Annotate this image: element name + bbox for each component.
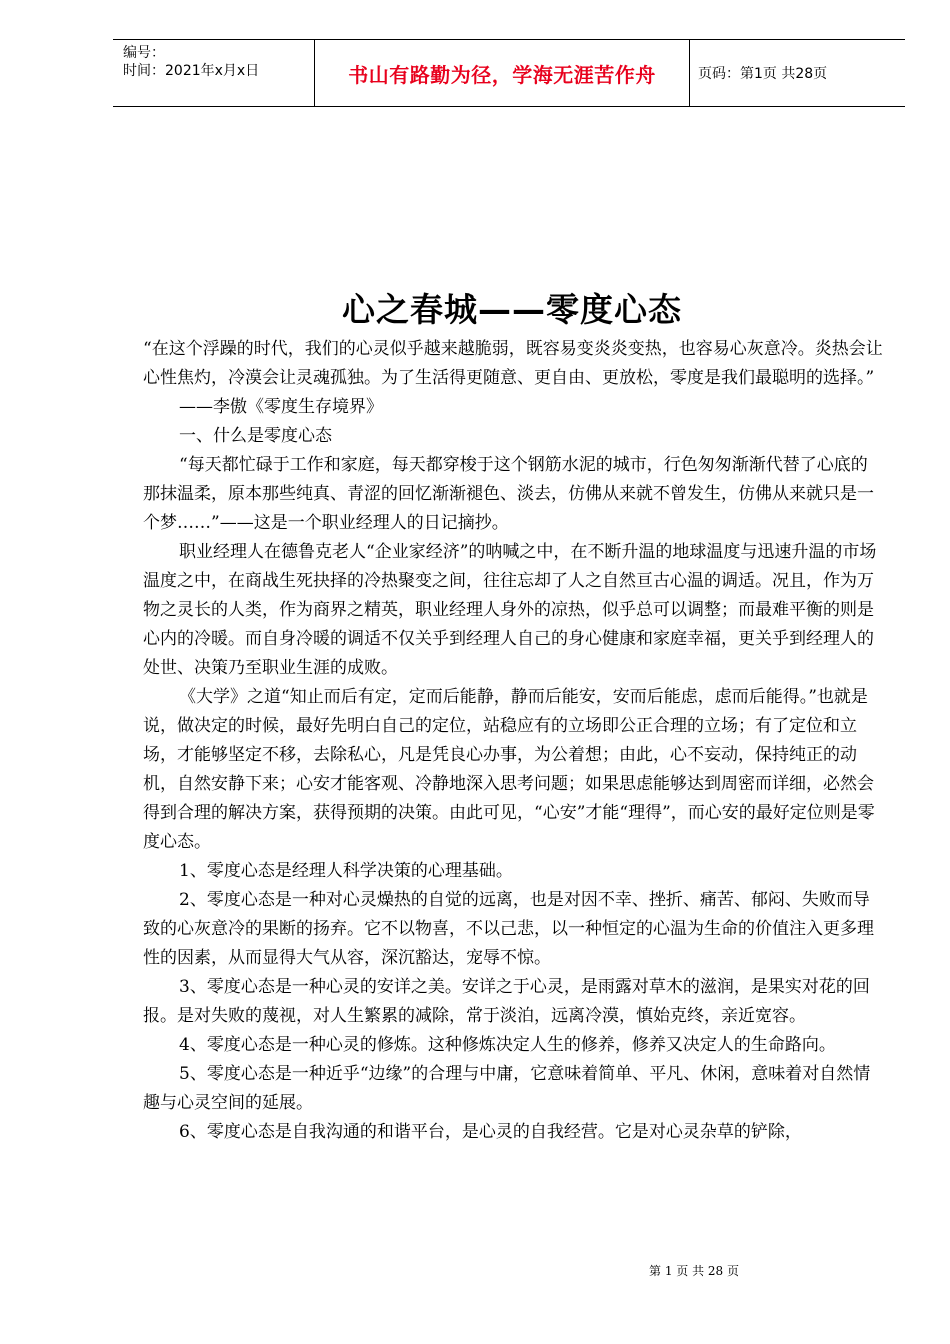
section-heading: 一、什么是零度心态 [179, 426, 332, 446]
list-item: 6、零度心态是自我沟通的和谐平台，是心灵的自我经营。它是对心灵杂草的铲除， [179, 1122, 802, 1142]
motto-text: 书山有路勤为径，学海无涯苦作舟 [348, 62, 656, 87]
header-motto-cell [315, 40, 690, 106]
list-item: 2、零度心态是一种对心灵燥热的自觉的远离，也是对因不幸、挫折、痛苦、郁闷、失败而导致的心灰意冷的果断的扬弃。它不以物喜，不以己悲，以一种恒定的心温为生命的价值注入更多理性的因素，从而显得大气从容，深沉豁达，宠辱不惊。 [143, 890, 874, 968]
header-page-cell [690, 40, 905, 106]
document-header [113, 39, 905, 107]
epigraph-paragraph: “在这个浮躁的时代，我们的心灵似乎越来越脆弱，既容易变炎炎变热，也容易心灰意冷。炎热会让心性焦灼，冷漠会让灵魂孤独。为了生活得更随意、更自由、更放松，零度是我们最聪明的选择。” [143, 339, 883, 388]
document-number-label: 编号： [123, 45, 165, 61]
epigraph-attribution: ——李傲《零度生存境界》 [179, 397, 383, 417]
body-paragraph: 《大学》之道“知止而后有定，定而后能静，静而后能安，安而后能虑，虑而后能得。”也就是说，做决定的时候，最好先明白自己的定位，站稳应有的立场即公正合理的立场；有了定位和立场，才能够坚定不移，去除私心，凡是凭良心办事，为公着想；由此，心不妄动，保持纯正的动机，自然安静下来；心安才能客观、冷静地深入思考问题；如果思虑能够达到周密而详细，必然会得到合理的解决方案，获得预期的决策。由此可见，“心安”才能“理得”，而心安的最好定位则是零度心态。 [143, 687, 875, 852]
header-meta-cell [113, 40, 315, 106]
document-date-label: 时间：2021年x月x日 [123, 63, 260, 79]
list-item: 1、零度心态是经理人科学决策的心理基础。 [179, 861, 513, 881]
body-paragraph: “每天都忙碌于工作和家庭，每天都穿梭于这个钢筋水泥的城市，行色匆匆渐渐代替了心底的那抹温柔，原本那些纯真、青涩的回忆渐渐褪色、淡去，仿佛从来就不曾发生，仿佛从来就只是一个梦……”——这是一个职业经理人的日记摘抄。 [143, 455, 874, 533]
list-item: 3、零度心态是一种心灵的安详之美。安详之于心灵，是雨露对草木的滋润，是果实对花的回报。是对失败的蔑视，对人生繁累的减除，常于淡泊，远离冷漠，慎始克终，亲近宽容。 [143, 977, 870, 1026]
list-item: 4、零度心态是一种心灵的修炼。这种修炼决定人生的修养，修养又决定人的生命路向。 [179, 1035, 836, 1055]
page-info-label: 页码：第1页 共28页 [698, 66, 828, 82]
document-title: 心之春城——零度心态 [342, 290, 682, 329]
page-footer: 第 1 页 共 28 页 [649, 1264, 739, 1278]
list-item: 5、零度心态是一种近乎“边缘”的合理与中庸，它意味着简单、平凡、休闲，意味着对自然情趣与心灵空间的延展。 [143, 1064, 871, 1113]
body-paragraph: 职业经理人在德鲁克老人“企业家经济”的呐喊之中，在不断升温的地球温度与迅速升温的市场温度之中，在商战生死抉择的冷热聚变之间，往往忘却了人之自然亘古心温的调适。况且，作为万物之灵长的人类，作为商界之精英，职业经理人身外的凉热，似乎总可以调整；而最难平衡的则是心内的冷暖。而自身冷暖的调适不仅关乎到经理人自己的身心健康和家庭幸福，更关乎到经理人的处世、决策乃至职业生涯的成败。 [143, 542, 877, 678]
document-body [143, 335, 883, 1147]
